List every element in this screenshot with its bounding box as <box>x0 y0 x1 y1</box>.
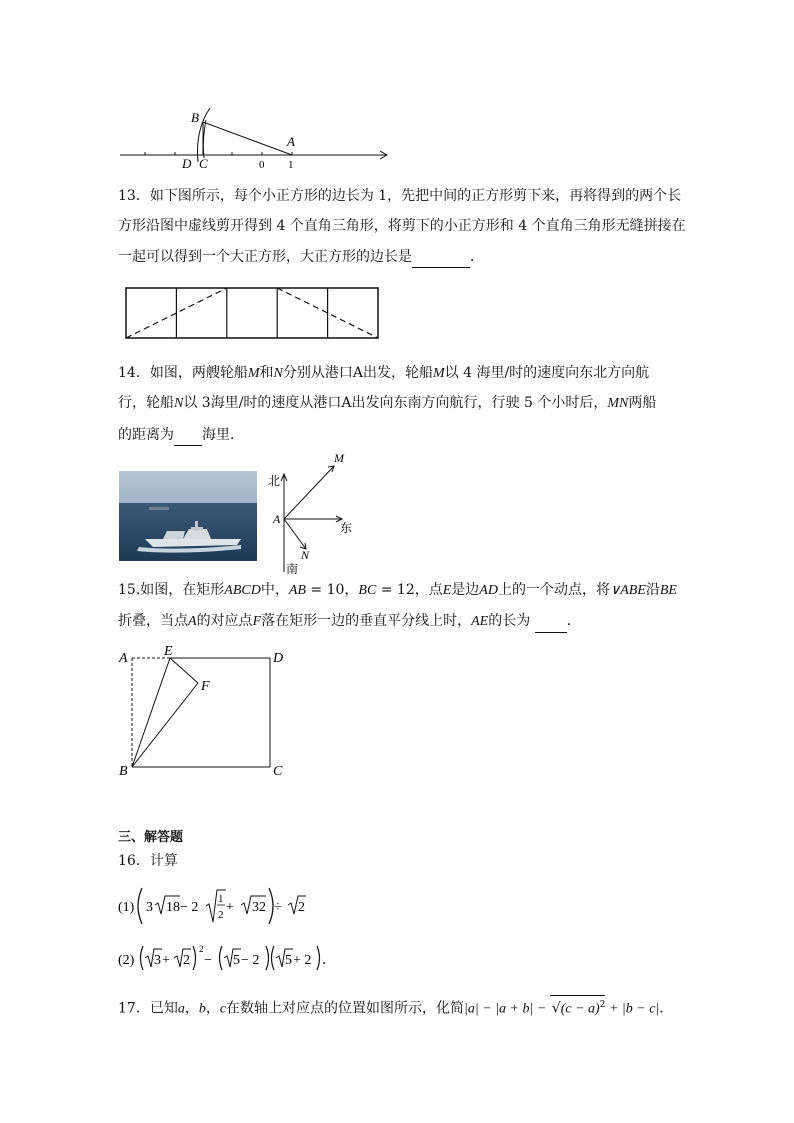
q17-line <box>118 995 678 1021</box>
q13-answer-blank[interactable] <box>412 245 470 268</box>
q16-p1-den: 2 <box>218 909 224 921</box>
q16-p1-rad3: 2 <box>298 900 305 915</box>
q17-expr2: (c − a) <box>560 1001 600 1017</box>
q14-t9: 海里． <box>202 427 244 443</box>
label-e: E <box>164 645 173 659</box>
q16-p2-square: 2 <box>199 944 204 954</box>
q16-p1-div: ÷ <box>274 900 282 915</box>
q14-t5: 行，轮船 <box>118 395 174 411</box>
q16-p1-rad1: 18 <box>166 900 180 915</box>
q14-t2: 和 <box>259 365 274 381</box>
q16-p2-period: ． <box>322 953 336 968</box>
q16-part1-expression <box>116 884 306 928</box>
q15-abcd: ABCD <box>224 583 261 598</box>
q13-line3-text: 一起可以得到一个大正方形，大正方形的边长是 <box>118 249 412 265</box>
q14-t7: 两船 <box>628 395 657 411</box>
label-m: M <box>334 451 344 465</box>
q15-t4: 上的一个动点，将 <box>497 582 610 598</box>
q17-b: b <box>198 1001 206 1017</box>
q15-line2 <box>118 610 688 633</box>
q16-p2-minus: − <box>204 953 212 968</box>
label-a: A <box>119 651 128 666</box>
q16-title: 16．计算 <box>118 853 178 869</box>
label-north: 北 <box>268 474 281 488</box>
q14-t6: 以 3海里/时的速度从港口A出发向东南方向航行，行驶 5 个小时后， <box>183 395 608 411</box>
q14-t8: 的距离为 <box>118 427 174 443</box>
q16-p1-num: 1 <box>218 893 224 905</box>
q17-sqrt: $√(c - a)^2$ <box>550 995 606 1019</box>
q17-period: ． <box>659 1000 674 1017</box>
q16-p2-label: (2) <box>118 953 135 968</box>
q16-part2-expression <box>116 942 336 974</box>
q16-p2-rad1: 3 <box>154 953 161 968</box>
q17-s1: ， <box>184 1000 199 1017</box>
q16-p1-rad2: 32 <box>252 900 266 915</box>
q15-e: E <box>442 583 452 598</box>
q14-t3: 分别从港口A出发，轮船 <box>282 365 433 381</box>
q15-eq2: = 12，点 <box>376 582 443 598</box>
section-heading: 三、解答题 <box>118 830 184 845</box>
q15-line1 <box>118 579 688 602</box>
label-south: 南 <box>286 562 299 576</box>
q15-ab: AB <box>288 583 306 598</box>
q14-mn: MN <box>607 396 629 411</box>
q16-p2-plus2: + 2 <box>293 953 312 968</box>
label-zero: 0 <box>259 159 265 171</box>
q16-p2-minus2: − 2 <box>241 953 260 968</box>
q15-t1: 15.如图，在矩形 <box>118 582 225 598</box>
label-c: C <box>273 764 283 779</box>
q16-p2-plus: + <box>162 953 170 968</box>
q13-line3 <box>118 245 688 268</box>
q17-square: 2 <box>599 1000 606 1010</box>
q17-expr1: |a| − |a + b| − <box>464 1001 550 1017</box>
q13-line1: 13．如下图所示，每个小正方形的边长为 1，先把中间的正方形剪下来，再将得到的两个长 <box>118 188 682 204</box>
q16-p1-label: (1) <box>118 900 135 915</box>
label-d: D <box>182 156 192 171</box>
label-c: C <box>199 156 208 171</box>
q14-direction-figure <box>262 446 362 576</box>
q14-n2: N <box>174 396 184 411</box>
q15-answer-blank[interactable] <box>535 610 567 633</box>
q15-rectangle-figure <box>115 645 295 780</box>
q17-c: c <box>219 1001 227 1017</box>
q14-line3 <box>118 423 688 446</box>
label-a: A <box>287 134 295 149</box>
q14-n: N <box>273 366 283 381</box>
q17-t2: 在数轴上对应点的位置如图所示，化简 <box>226 1000 465 1017</box>
label-one: 1 <box>288 159 294 171</box>
label-n: N <box>301 548 310 562</box>
q15-ad: AD <box>479 583 498 598</box>
q15-be: BE <box>659 583 677 598</box>
label-f: F <box>201 679 210 694</box>
q17-expr3: + |b − c| <box>605 1001 660 1017</box>
q15-period: ． <box>566 613 581 629</box>
q15-f: F <box>252 614 262 629</box>
q15-tri: ∨ABE <box>609 583 646 598</box>
q14-t4: 以 4 海里/时的速度向东北方向航 <box>444 365 650 381</box>
q15-t5: 沿 <box>645 582 660 598</box>
q16-p2-rad4: 5 <box>285 953 292 968</box>
q15-ae: AE <box>471 614 489 629</box>
q14-line2 <box>118 392 688 415</box>
q15-eq1: = 10， <box>305 582 359 598</box>
label-east: 东 <box>340 521 353 535</box>
warship-photo <box>119 471 257 561</box>
number-line-figure <box>115 100 400 175</box>
label-b: B <box>191 110 199 125</box>
q15-t8: 落在矩形一边的垂直平分线上时， <box>261 613 472 629</box>
label-a: A <box>273 512 281 526</box>
q15-bc: BC <box>358 583 377 598</box>
q15-t6: 折叠，当点 <box>118 613 188 629</box>
q15-t2: 中， <box>260 582 289 598</box>
label-b: B <box>119 764 128 779</box>
q13-line2: 方形沿图中虚线剪开得到 4 个直角三角形，将剪下的小正方形和 4 个直角三角形无缝拼接在 <box>118 218 686 234</box>
q14-t1: 14．如图，两艘轮船 <box>118 365 248 381</box>
q16-p2-rad3: 5 <box>233 953 240 968</box>
q17-a: a <box>177 1001 185 1017</box>
q13-squares-figure <box>124 286 382 340</box>
q13-period: ． <box>470 249 484 265</box>
q15-t7: 的对应点 <box>196 613 253 629</box>
q15-t9: 的长为 <box>488 613 531 629</box>
q16-p1-minus: − 2 <box>180 900 199 915</box>
q16-p1-coef: 3 <box>146 900 153 915</box>
q14-answer-blank[interactable] <box>174 423 202 446</box>
q17-t1: 17．已知 <box>118 1000 178 1017</box>
q16-p2-rad2: 2 <box>183 953 190 968</box>
q16-p1-plus: + <box>226 900 234 915</box>
q14-m2: M <box>432 366 445 381</box>
q17-s2: ， <box>205 1000 220 1017</box>
q14-m: M <box>247 366 260 381</box>
q14-line1 <box>118 362 688 385</box>
q15-a: A <box>188 614 197 629</box>
label-d: D <box>273 651 284 666</box>
q15-t3: 是边 <box>451 582 480 598</box>
